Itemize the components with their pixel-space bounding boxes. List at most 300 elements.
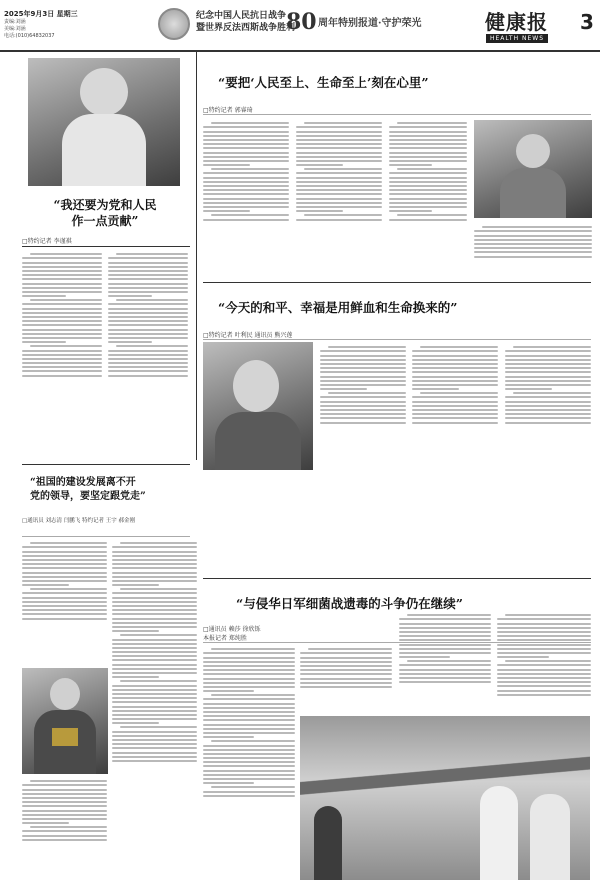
text-line-placeholder: [112, 710, 197, 712]
text-line-placeholder: [22, 274, 102, 276]
text-line-placeholder: [497, 635, 591, 637]
text-line-placeholder: [203, 202, 289, 204]
text-line-placeholder: [399, 677, 491, 679]
text-line-placeholder: [22, 814, 107, 816]
text-line-placeholder: [399, 623, 491, 625]
text-line-placeholder: [389, 189, 467, 191]
text-line-placeholder: [505, 363, 591, 365]
text-line-placeholder: [108, 283, 188, 285]
text-line-placeholder: [112, 626, 197, 628]
text-line-placeholder: [412, 417, 498, 419]
article-3-column-3: [505, 344, 591, 470]
text-line-placeholder: [474, 230, 592, 232]
text-line-placeholder: [22, 801, 107, 803]
text-line-placeholder: [203, 757, 295, 759]
text-line-placeholder: [300, 657, 392, 659]
text-line-placeholder: [320, 401, 406, 403]
text-line-placeholder: [112, 697, 197, 699]
text-line-placeholder: [203, 774, 295, 776]
text-line-placeholder: [296, 206, 382, 208]
text-line-placeholder: [203, 193, 289, 195]
text-line-placeholder: [112, 563, 197, 565]
text-line-placeholder: [108, 329, 188, 331]
text-line-placeholder: [112, 567, 197, 569]
text-line-placeholder: [22, 609, 107, 611]
text-line-placeholder: [108, 303, 188, 305]
text-line-placeholder: [320, 413, 406, 415]
text-line-placeholder: [296, 189, 382, 191]
text-line-placeholder: [22, 563, 107, 565]
text-line-placeholder: [513, 346, 591, 348]
text-line-placeholder: [22, 605, 107, 607]
text-line-placeholder: [112, 689, 197, 691]
text-line-placeholder: [300, 686, 392, 688]
text-line-placeholder: [412, 388, 459, 390]
text-line-placeholder: [304, 122, 382, 124]
text-line-placeholder: [112, 555, 197, 557]
text-line-placeholder: [108, 350, 188, 352]
text-line-placeholder: [22, 567, 107, 569]
text-line-placeholder: [112, 668, 197, 670]
paper-english-name: HEALTH NEWS: [486, 34, 548, 43]
text-line-placeholder: [399, 648, 491, 650]
anniversary-number: 80: [286, 9, 317, 35]
article-5-title: “与侵华日军细菌战遗毒的斗争仍在继续”: [236, 596, 463, 611]
text-line-placeholder: [30, 780, 107, 782]
text-line-placeholder: [399, 673, 491, 675]
text-line-placeholder: [112, 601, 197, 603]
text-line-placeholder: [203, 661, 295, 663]
text-line-placeholder: [203, 665, 295, 667]
text-line-placeholder: [108, 291, 188, 293]
text-line-placeholder: [108, 257, 188, 259]
text-line-placeholder: [22, 793, 107, 795]
text-line-placeholder: [399, 669, 491, 671]
text-line-placeholder: [112, 584, 159, 586]
article-2-column-1: [203, 120, 289, 275]
text-line-placeholder: [300, 673, 392, 675]
text-line-placeholder: [300, 669, 392, 671]
veteran-photo-3: [203, 342, 313, 470]
text-line-placeholder: [112, 559, 197, 561]
text-line-placeholder: [120, 726, 197, 728]
text-line-placeholder: [203, 745, 295, 747]
text-line-placeholder: [22, 270, 102, 272]
text-line-placeholder: [497, 694, 591, 696]
text-line-placeholder: [320, 376, 406, 378]
text-line-placeholder: [112, 551, 197, 553]
text-line-placeholder: [203, 156, 289, 158]
text-line-placeholder: [112, 672, 197, 674]
text-line-placeholder: [300, 682, 392, 684]
text-line-placeholder: [389, 139, 467, 141]
article-5-column-3: [399, 612, 491, 722]
paper-name: 健康报: [485, 10, 548, 34]
text-line-placeholder: [30, 542, 107, 544]
text-line-placeholder: [505, 350, 591, 352]
text-line-placeholder: [296, 210, 343, 212]
divider: [203, 339, 591, 340]
text-line-placeholder: [203, 703, 295, 705]
article-2-column-2: [296, 120, 382, 275]
text-line-placeholder: [203, 147, 289, 149]
text-line-placeholder: [320, 388, 367, 390]
text-line-placeholder: [203, 690, 254, 692]
text-line-placeholder: [203, 711, 295, 713]
text-line-placeholder: [389, 164, 432, 166]
text-line-placeholder: [22, 366, 102, 368]
text-line-placeholder: [22, 316, 102, 318]
text-line-placeholder: [112, 659, 197, 661]
text-line-placeholder: [412, 401, 498, 403]
text-line-placeholder: [108, 354, 188, 356]
text-line-placeholder: [296, 135, 382, 137]
text-line-placeholder: [389, 206, 467, 208]
text-line-placeholder: [112, 731, 197, 733]
text-line-placeholder: [22, 618, 107, 620]
article-5-column-1: [203, 646, 295, 880]
text-line-placeholder: [211, 648, 295, 650]
text-line-placeholder: [505, 376, 591, 378]
text-line-placeholder: [203, 210, 250, 212]
text-line-placeholder: [296, 172, 382, 174]
text-line-placeholder: [389, 126, 467, 128]
text-line-placeholder: [112, 706, 197, 708]
text-line-placeholder: [116, 299, 188, 301]
text-line-placeholder: [296, 185, 382, 187]
text-line-placeholder: [112, 618, 197, 620]
text-line-placeholder: [108, 274, 188, 276]
text-line-placeholder: [497, 681, 591, 683]
text-line-placeholder: [203, 131, 289, 133]
text-line-placeholder: [505, 417, 591, 419]
text-line-placeholder: [211, 694, 295, 696]
text-line-placeholder: [389, 185, 467, 187]
text-line-placeholder: [203, 135, 289, 137]
text-line-placeholder: [112, 655, 197, 657]
text-line-placeholder: [203, 765, 295, 767]
text-line-placeholder: [397, 168, 467, 170]
text-line-placeholder: [296, 147, 382, 149]
text-line-placeholder: [30, 826, 107, 828]
text-line-placeholder: [505, 413, 591, 415]
text-line-placeholder: [497, 652, 591, 654]
text-line-placeholder: [389, 172, 467, 174]
text-line-placeholder: [112, 743, 197, 745]
text-line-placeholder: [389, 202, 467, 204]
text-line-placeholder: [203, 172, 289, 174]
article-3-byline: □特约记者 叶利民 通讯员 熊兴莲: [203, 332, 293, 339]
text-line-placeholder: [389, 135, 467, 137]
text-line-placeholder: [120, 680, 197, 682]
text-line-placeholder: [30, 345, 102, 347]
text-line-placeholder: [399, 652, 491, 654]
text-line-placeholder: [497, 656, 549, 658]
text-line-placeholder: [22, 329, 102, 331]
text-line-placeholder: [399, 644, 491, 646]
text-line-placeholder: [112, 643, 197, 645]
text-line-placeholder: [304, 168, 382, 170]
text-line-placeholder: [497, 664, 591, 666]
column-rule: [196, 52, 197, 460]
text-line-placeholder: [389, 152, 467, 154]
text-line-placeholder: [505, 359, 591, 361]
text-line-placeholder: [296, 156, 382, 158]
text-line-placeholder: [22, 822, 69, 824]
text-line-placeholder: [505, 388, 552, 390]
text-line-placeholder: [22, 818, 107, 820]
text-line-placeholder: [203, 698, 295, 700]
text-line-placeholder: [22, 287, 102, 289]
text-line-placeholder: [505, 371, 591, 373]
designer: 美编:刘涵: [4, 26, 26, 32]
text-line-placeholder: [474, 247, 592, 249]
text-line-placeholder: [112, 718, 197, 720]
text-line-placeholder: [112, 756, 197, 758]
text-line-placeholder: [203, 791, 295, 793]
divider: [203, 282, 591, 283]
text-line-placeholder: [497, 648, 591, 650]
text-line-placeholder: [203, 189, 289, 191]
text-line-placeholder: [412, 384, 498, 386]
text-line-placeholder: [203, 673, 295, 675]
text-line-placeholder: [412, 355, 498, 357]
text-line-placeholder: [22, 266, 102, 268]
article-3-title: “今天的和平、幸福是用鲜血和生命换来的”: [218, 300, 458, 315]
text-line-placeholder: [22, 546, 107, 548]
text-line-placeholder: [22, 555, 107, 557]
text-line-placeholder: [22, 572, 107, 574]
text-line-placeholder: [108, 320, 188, 322]
text-line-placeholder: [112, 592, 197, 594]
article-3-column-2: [412, 344, 498, 470]
text-line-placeholder: [497, 644, 591, 646]
text-line-placeholder: [112, 609, 197, 611]
editor-line: [4, 19, 55, 40]
text-line-placeholder: [108, 366, 188, 368]
text-line-placeholder: [513, 392, 591, 394]
text-line-placeholder: [497, 631, 591, 633]
text-line-placeholder: [399, 618, 491, 620]
text-line-placeholder: [320, 396, 406, 398]
article-3-column-1: [320, 344, 406, 470]
text-line-placeholder: [412, 405, 498, 407]
text-line-placeholder: [203, 795, 295, 797]
text-line-placeholder: [22, 358, 102, 360]
text-line-placeholder: [112, 647, 197, 649]
text-line-placeholder: [108, 295, 152, 297]
text-line-placeholder: [203, 669, 295, 671]
portrait-body: [215, 412, 301, 470]
text-line-placeholder: [389, 198, 467, 200]
text-line-placeholder: [108, 333, 188, 335]
text-line-placeholder: [22, 601, 107, 603]
text-line-placeholder: [203, 164, 250, 166]
text-line-placeholder: [112, 597, 197, 599]
text-line-placeholder: [112, 701, 197, 703]
text-line-placeholder: [296, 198, 382, 200]
text-line-placeholder: [389, 181, 467, 183]
article-4-title: [30, 476, 190, 504]
text-line-placeholder: [505, 405, 591, 407]
text-line-placeholder: [304, 214, 382, 216]
text-line-placeholder: [203, 724, 295, 726]
text-line-placeholder: [108, 375, 188, 377]
page-number: 3: [580, 10, 594, 34]
text-line-placeholder: [112, 651, 197, 653]
article-4-column-3: [22, 778, 107, 880]
text-line-placeholder: [389, 177, 467, 179]
text-line-placeholder: [203, 707, 295, 709]
text-line-placeholder: [112, 630, 159, 632]
text-line-placeholder: [399, 639, 491, 641]
text-line-placeholder: [399, 627, 491, 629]
text-line-placeholder: [320, 367, 406, 369]
text-line-placeholder: [22, 257, 102, 259]
text-line-placeholder: [22, 333, 102, 335]
text-line-placeholder: [497, 627, 591, 629]
text-line-placeholder: [389, 193, 467, 195]
text-line-placeholder: [22, 262, 102, 264]
special-report-title: 周年特别报道·守护荣光: [318, 18, 422, 29]
text-line-placeholder: [497, 690, 591, 692]
article-1-title: [20, 197, 190, 229]
text-line-placeholder: [120, 542, 197, 544]
text-line-placeholder: [203, 143, 289, 145]
text-line-placeholder: [203, 139, 289, 141]
text-line-placeholder: [108, 362, 188, 364]
veteran-photo-1: [28, 58, 180, 186]
text-line-placeholder: [474, 251, 592, 253]
text-line-placeholder: [203, 782, 254, 784]
text-line-placeholder: [22, 283, 102, 285]
text-line-placeholder: [203, 728, 295, 730]
text-line-placeholder: [22, 584, 69, 586]
article-5-byline-2: 本报记者 郑纯胜: [203, 635, 247, 642]
text-line-placeholder: [112, 576, 197, 578]
text-line-placeholder: [203, 657, 295, 659]
text-line-placeholder: [22, 320, 102, 322]
text-line-placeholder: [211, 786, 295, 788]
text-line-placeholder: [320, 409, 406, 411]
text-line-placeholder: [399, 681, 491, 683]
text-line-placeholder: [320, 371, 406, 373]
text-line-placeholder: [112, 735, 197, 737]
text-line-placeholder: [296, 181, 382, 183]
text-line-placeholder: [397, 122, 467, 124]
text-line-placeholder: [296, 164, 343, 166]
text-line-placeholder: [22, 303, 102, 305]
text-line-placeholder: [203, 732, 295, 734]
text-line-placeholder: [108, 324, 188, 326]
text-line-placeholder: [112, 714, 197, 716]
text-line-placeholder: [22, 613, 107, 615]
text-line-placeholder: [420, 346, 498, 348]
text-line-placeholder: [412, 409, 498, 411]
text-line-placeholder: [203, 778, 295, 780]
text-line-placeholder: [120, 634, 197, 636]
text-line-placeholder: [22, 337, 102, 339]
text-line-placeholder: [112, 664, 197, 666]
text-line-placeholder: [108, 312, 188, 314]
text-line-placeholder: [108, 287, 188, 289]
text-line-placeholder: [203, 652, 295, 654]
text-line-placeholder: [474, 256, 592, 258]
article-1-column-2: [108, 251, 188, 446]
text-line-placeholder: [296, 126, 382, 128]
text-line-placeholder: [112, 613, 197, 615]
text-line-placeholder: [108, 316, 188, 318]
article-2-byline: □特约记者 郭睿琦: [203, 107, 253, 114]
text-line-placeholder: [22, 308, 102, 310]
text-line-placeholder: [296, 131, 382, 133]
text-line-placeholder: [320, 359, 406, 361]
text-line-placeholder: [108, 358, 188, 360]
person-figure: [480, 786, 518, 880]
text-line-placeholder: [399, 656, 450, 658]
text-line-placeholder: [203, 736, 254, 738]
text-line-placeholder: [497, 677, 591, 679]
text-line-placeholder: [108, 262, 188, 264]
text-line-placeholder: [120, 588, 197, 590]
text-line-placeholder: [300, 665, 392, 667]
text-line-placeholder: [22, 810, 107, 812]
portrait-body: [62, 114, 146, 186]
text-line-placeholder: [203, 753, 295, 755]
text-line-placeholder: [112, 739, 197, 741]
text-line-placeholder: [22, 278, 102, 280]
text-line-placeholder: [407, 614, 491, 616]
text-line-placeholder: [108, 278, 188, 280]
text-line-placeholder: [505, 384, 591, 386]
person-figure: [530, 794, 570, 880]
article-2-column-3: [389, 120, 467, 275]
text-line-placeholder: [389, 156, 467, 158]
text-line-placeholder: [308, 648, 392, 650]
text-line-placeholder: [296, 143, 382, 145]
text-line-placeholder: [112, 752, 197, 754]
text-line-placeholder: [22, 597, 107, 599]
text-line-placeholder: [320, 422, 406, 424]
article-1-byline: □特约记者 李谨祺: [22, 238, 72, 245]
anniversary-title: [196, 10, 295, 34]
text-line-placeholder: [203, 177, 289, 179]
text-line-placeholder: [112, 639, 197, 641]
text-line-placeholder: [22, 576, 107, 578]
portrait-head: [233, 360, 279, 412]
text-line-placeholder: [397, 214, 467, 216]
text-line-placeholder: [412, 367, 498, 369]
portrait-body: [500, 168, 566, 218]
divider: [22, 464, 190, 465]
divider: [203, 114, 591, 115]
text-line-placeholder: [22, 580, 107, 582]
text-line-placeholder: [112, 722, 159, 724]
text-line-placeholder: [505, 422, 591, 424]
text-line-placeholder: [112, 685, 197, 687]
veteran-photo-4: [22, 668, 108, 774]
divider: [203, 578, 591, 579]
text-line-placeholder: [296, 193, 382, 195]
text-line-placeholder: [112, 693, 197, 695]
text-line-placeholder: [108, 308, 188, 310]
text-line-placeholder: [320, 384, 406, 386]
text-line-placeholder: [389, 147, 467, 149]
article-1-title-line-2: 作一点贡献”: [71, 214, 139, 228]
veteran-photo-2: [474, 120, 592, 218]
text-line-placeholder: [203, 761, 295, 763]
text-line-placeholder: [112, 605, 197, 607]
